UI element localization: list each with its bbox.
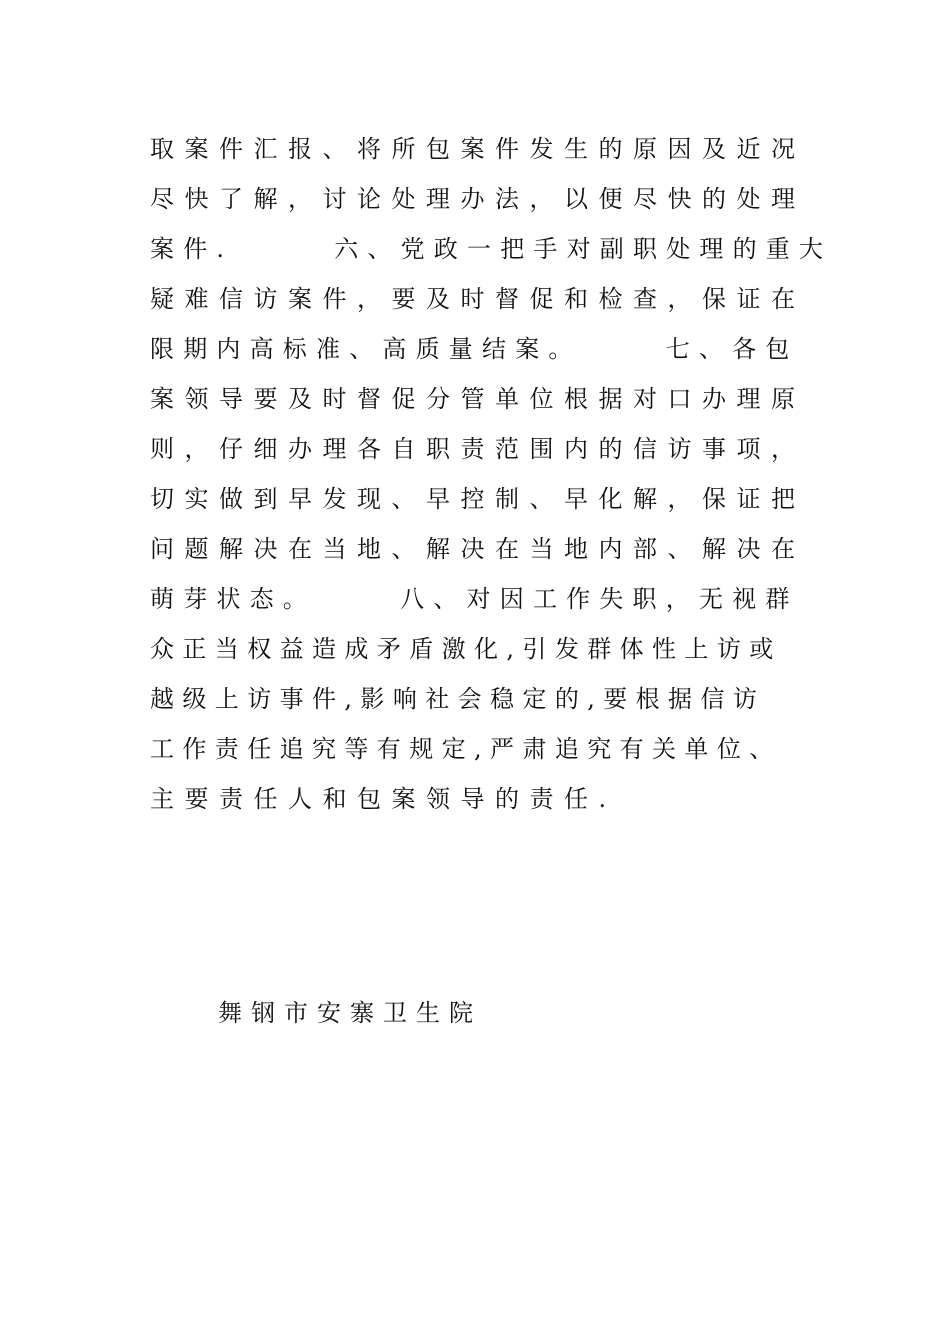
text-line: 越级上访事件,影响社会稳定的,要根据信访: [150, 685, 766, 713]
text-line: 限期内高标准、高质量结案。 七、各包: [150, 335, 799, 363]
text-line: 问题解决在当地、解决在当地内部、解决在: [150, 535, 806, 563]
text-line: 案件. 六、党政一把手对副职处理的重大: [150, 235, 833, 263]
body-text: [150, 124, 833, 824]
text-line: 萌芽状态。 八、对因工作失职，无视群: [150, 585, 799, 613]
text-line: 尽快了解，讨论处理办法，以便尽快的处理: [150, 185, 806, 213]
text-line: 则，仔细办理各自职责范围内的信访事项，: [150, 435, 806, 463]
text-line: 案领导要及时督促分管单位根据对口办理原: [150, 385, 806, 413]
text-line: 疑难信访案件，要及时督促和检查，保证在: [150, 285, 806, 313]
signature-organization: 舞钢市安寨卫生院: [218, 999, 482, 1027]
text-line: 取案件汇报、将所包案件发生的原因及近况: [150, 135, 806, 163]
text-line: 众正当权益造成矛盾激化,引发群体性上访或: [150, 635, 782, 663]
text-line: 工作责任追究等有规定,严肃追究有关单位、: [150, 735, 782, 763]
text-line: 主要责任人和包案领导的责任.: [150, 785, 617, 813]
text-line: 切实做到早发现、早控制、早化解，保证把: [150, 485, 806, 513]
